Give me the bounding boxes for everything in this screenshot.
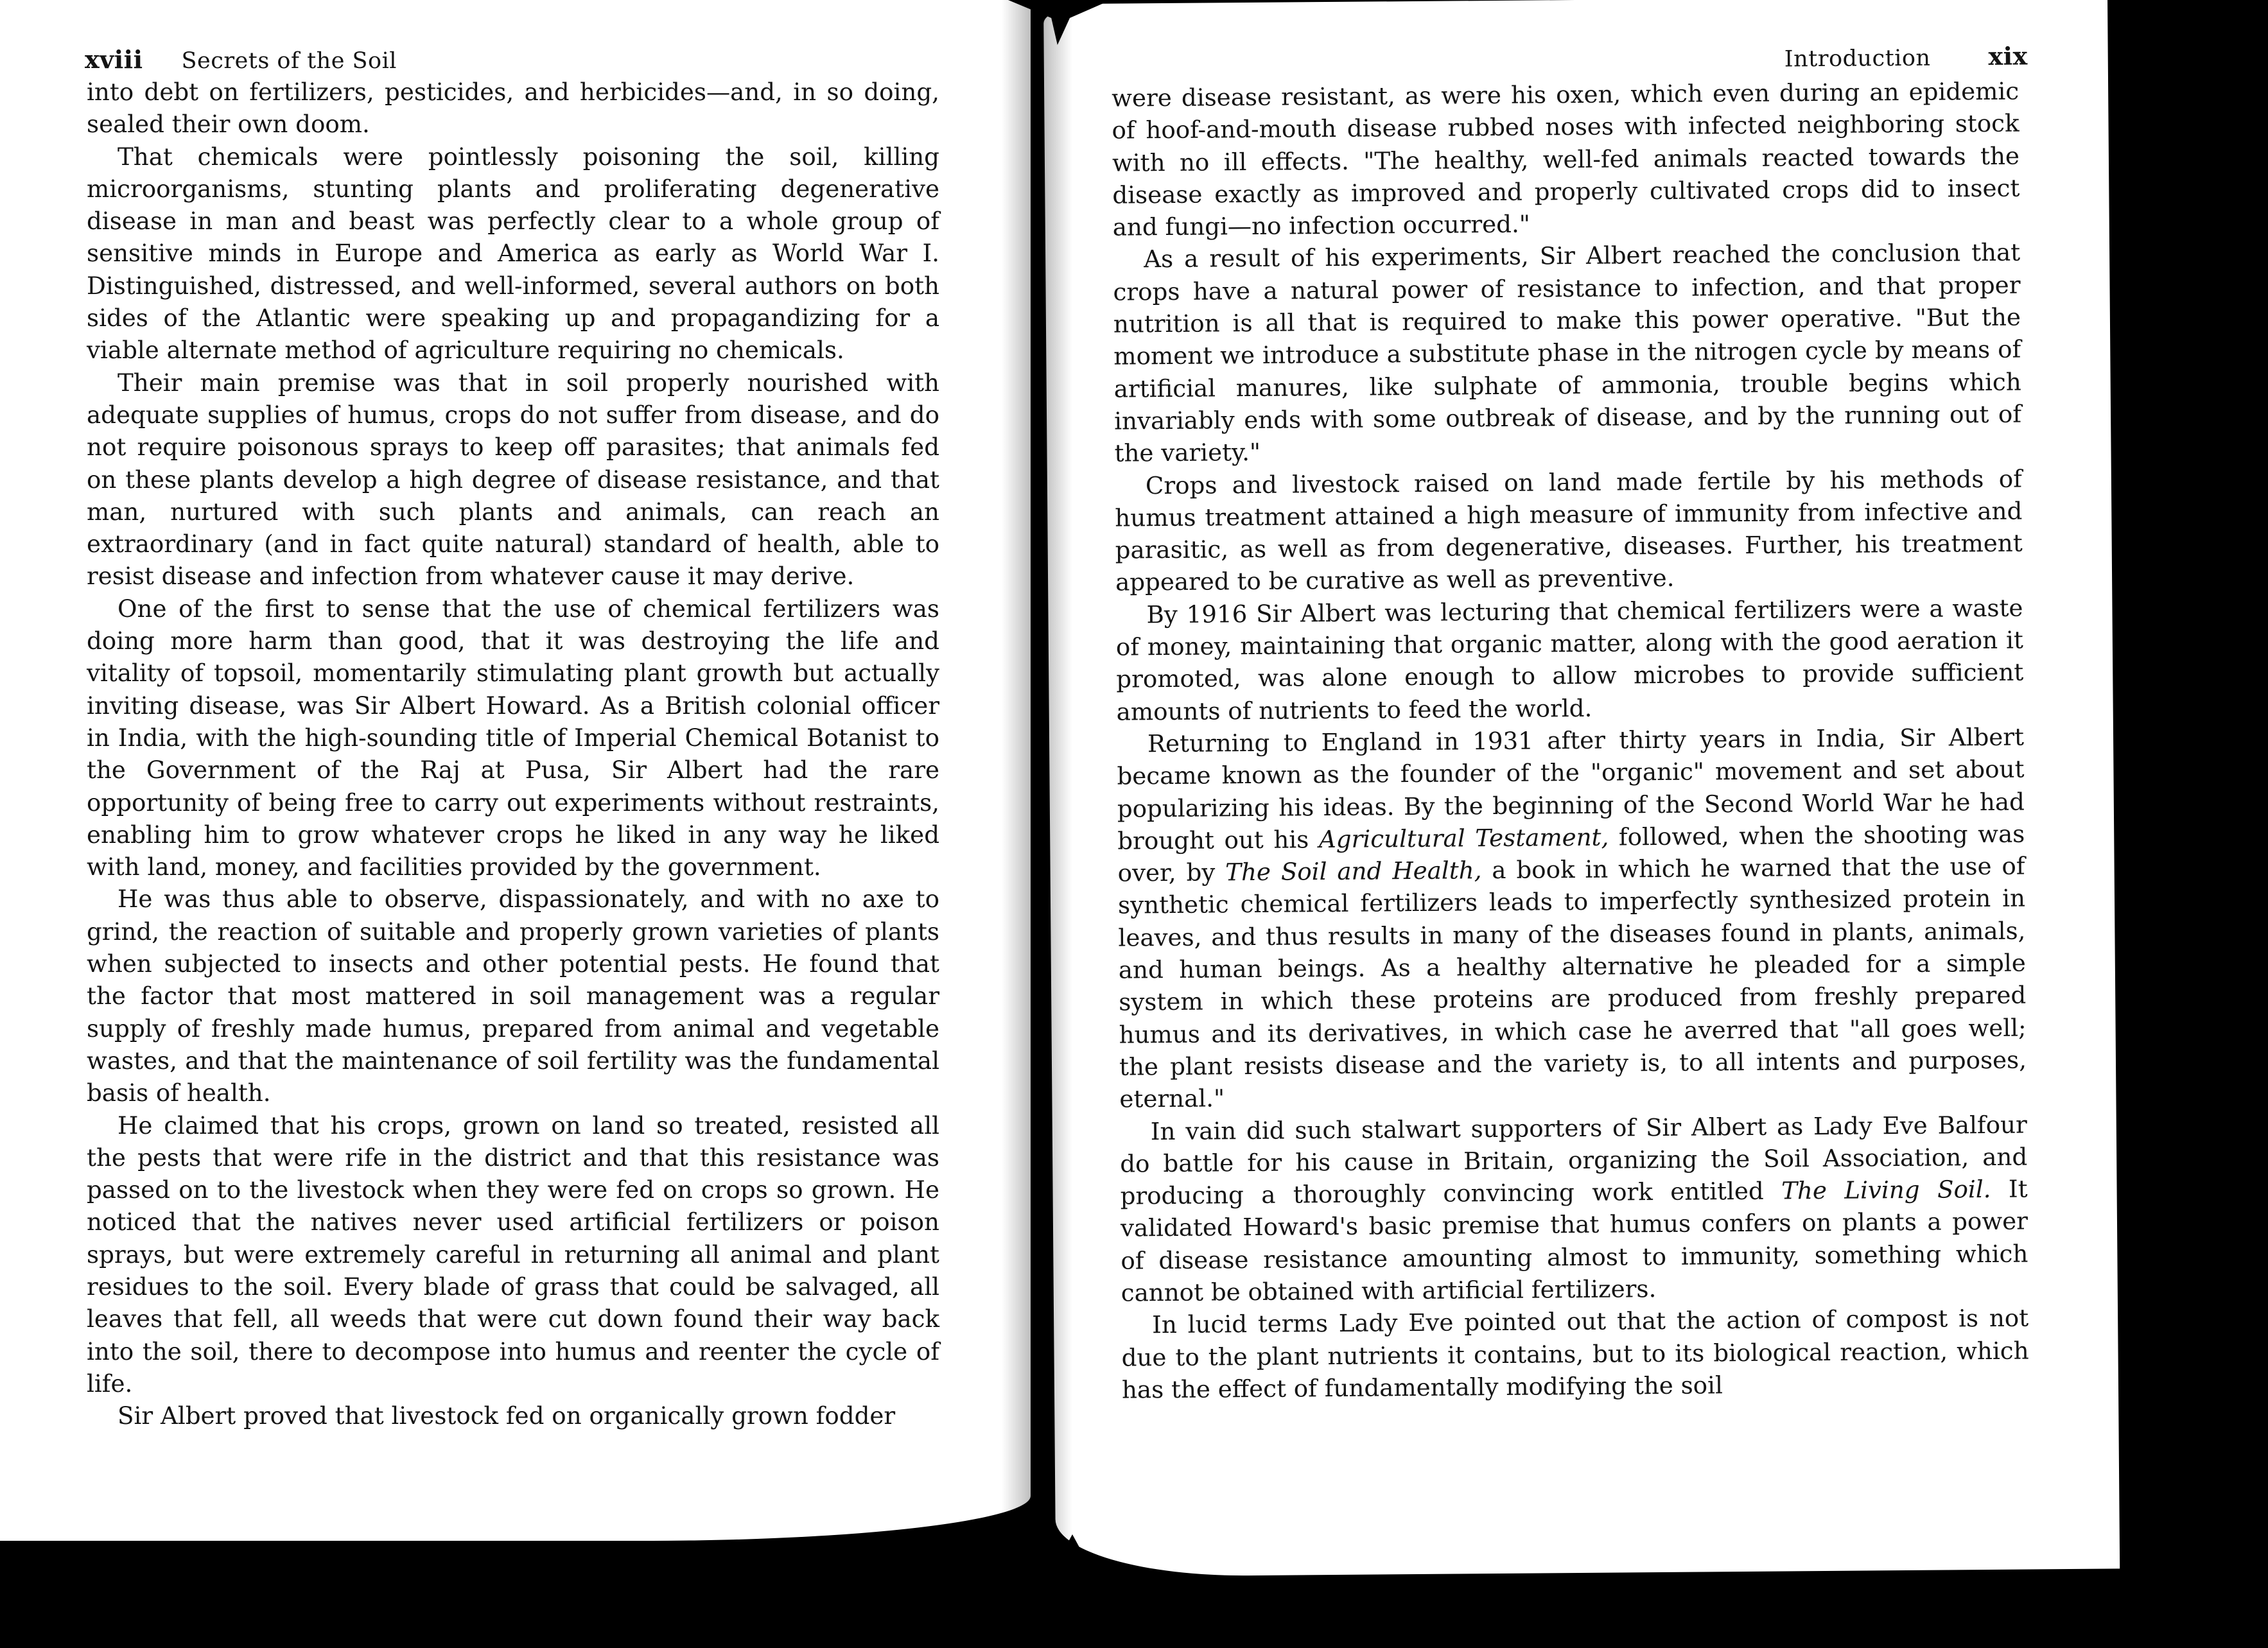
left-page (0, 0, 1031, 1541)
right-page (1043, 0, 2120, 1577)
paragraph-text: Returning to England in 1931 after thirty years in India, Sir Albert became known as the founder of the "organic" movement and set about popularizing his ideas. By the beginning of the Second World War he had brought out his (1117, 722, 2025, 855)
book-title-soil-and-health: The Soil and Health, (1225, 856, 1482, 887)
paragraph-text: It validated Howard's basic premise that humus confers on plants a power of disease resistance amounting almost to immunity, something which cannot be obtained with artificial fertilizers. (1120, 1174, 2028, 1307)
right-running-head (1784, 41, 2028, 72)
paragraph: Sir Albert proved that livestock fed on organically grown fodder (118, 1401, 896, 1430)
left-running-head (85, 45, 397, 74)
page-number-left: xviii (85, 45, 143, 74)
book-title-living-soil: The Living Soil. (1781, 1175, 1991, 1205)
paragraph: were disease resistant, as were his oxen, which even during an epidemic of hoof-and-mouth disease rubbed noses with infected neighboring stock with no ill effects. "The healthy, well-fed animals reacted towards the disease exactly as improved and properly cultivated crops did to insect and fungi—no infection occurred." (1112, 76, 2020, 241)
paragraph: That chemicals were pointlessly poisoning the soil, killing microorganisms, stunting plants and proliferating degenerative disease in man and beast was perfectly clear to a whole group of sensitive minds in Europe and America as early as World War I. Distinguished, distressed, and well-informed, several authors on both sides of the Atlantic were speaking up and propagandizing for a viable alternate method of agriculture requiring no chemicals. (87, 142, 939, 365)
paragraph: Crops and livestock raised on land made fertile by his methods of humus treatment attained a high measure of immunity from infective and parasitic, as well as from degenerative, diseases. Further, his treatment appeared to be curative as well as preventive. (1115, 464, 2023, 597)
page-number-right: xix (1988, 41, 2028, 71)
book-spine-shadow (1002, 0, 1072, 1648)
right-body-text (1112, 75, 2029, 1406)
paragraph: By 1916 Sir Albert was lecturing that chemical fertilizers were a waste of money, maintaining that organic matter, along with the good aeration it promoted, was alone enough to allow microbes to provide sufficient amounts of nutrients to feed the world. (1115, 593, 2024, 726)
book-title-agricultural-testament: Agricultural Testament, (1318, 822, 1609, 854)
left-body-text (87, 76, 939, 1432)
paragraph (1117, 720, 2027, 1115)
paragraph-text: followed, when the shooting was over, by (1117, 819, 2025, 887)
paragraph: Their main premise was that in soil properly nourished with adequate supplies of humus, crops do not suffer from disease, and do not require poisonous sprays to keep off parasites; that animals fed on these plants develop a high degree of disease resistance, and that man, nurtured with such plants and animals, can reach an extraordinary (and in fact quite natural) standard of health, able to resist disease and infection from whatever cause it may derive. (87, 368, 939, 591)
paragraph: into debt on fertilizers, pesticides, and herbicides—and, in so doing, sealed their own doom. (87, 78, 939, 139)
paragraph: As a result of his experiments, Sir Albert reached the conclusion that crops have a natural power of resistance to infection, and that proper nutrition is all that is required to make this power operative. "But the moment we introduce a substitute phase in the nitrogen cycle by means of artificial manures, like sulphate of ammonia, trouble begins which invariably ends with some outbreak of disease, and by the running out of the variety." (1113, 238, 2022, 467)
paragraph-text: a book in which he warned that the use of synthetic chemical fertilizers leads to imperfectly synthesized protein in leaves, and thus results in many of the diseases found in plants, animals, and human beings. As a healthy alternative he pleaded for a simple system in which these proteins are produced from freshly prepared humus and its derivatives, in which case he averred that "all goes well; the plant resists disease and the variety is, to all intents and purposes, eternal." (1117, 851, 2027, 1113)
paragraph: He was thus able to observe, dispassionately, and with no axe to grind, the reaction of suitable and properly grown varieties of plants when subjected to insects and other potential pests. He found that the factor that most mattered in soil management was a regular supply of freshly made humus, prepared from animal and vegetable wastes, and that the maintenance of soil fertility was the fundamental basis of health. (87, 885, 939, 1107)
paragraph: In lucid terms Lady Eve pointed out that the action of compost is not due to the plant nutrients it contains, but to its biological reaction, which has the effect of fundamentally modifying the soil (1121, 1303, 2029, 1404)
chapter-title: Introduction (1784, 45, 1931, 73)
paragraph: He claimed that his crops, grown on land so treated, resisted all the pests that were rife in the district and that this resistance was passed on to the livestock when they were fed on crops so grown. He noticed that the natives never used artificial fertilizers or poison sprays, but were extremely careful in returning all animal and plant residues to the soil. Every blade of grass that could be salvaged, all leaves that fell, all weeds that were cut down found their way back into the soil, there to decompose into humus and reenter the cycle of life. (87, 1111, 939, 1398)
paragraph (1120, 1108, 2028, 1309)
paragraph: One of the first to sense that the use of chemical fertilizers was doing more harm than good, that it was destroying the life and vitality of topsoil, momentarily stimulating plant growth but actually inviting disease, was Sir Albert Howard. As a British colonial officer in India, with the high-sounding title of Imperial Chemical Botanist to the Government of the Raj at Pusa, Sir Albert had the rare opportunity of being free to carry out experiments without restraints, enabling him to grow whatever crops he liked in any way he liked with land, money, and facilities provided by the government. (87, 594, 939, 881)
paragraph-text: In vain did such stalwart supporters of Sir Albert as Lady Eve Balfour do battle for his cause in Britain, organizing the Soil Association, and producing a thoroughly convincing work entitled (1120, 1110, 2028, 1210)
book-title: Secrets of the Soil (181, 48, 397, 74)
